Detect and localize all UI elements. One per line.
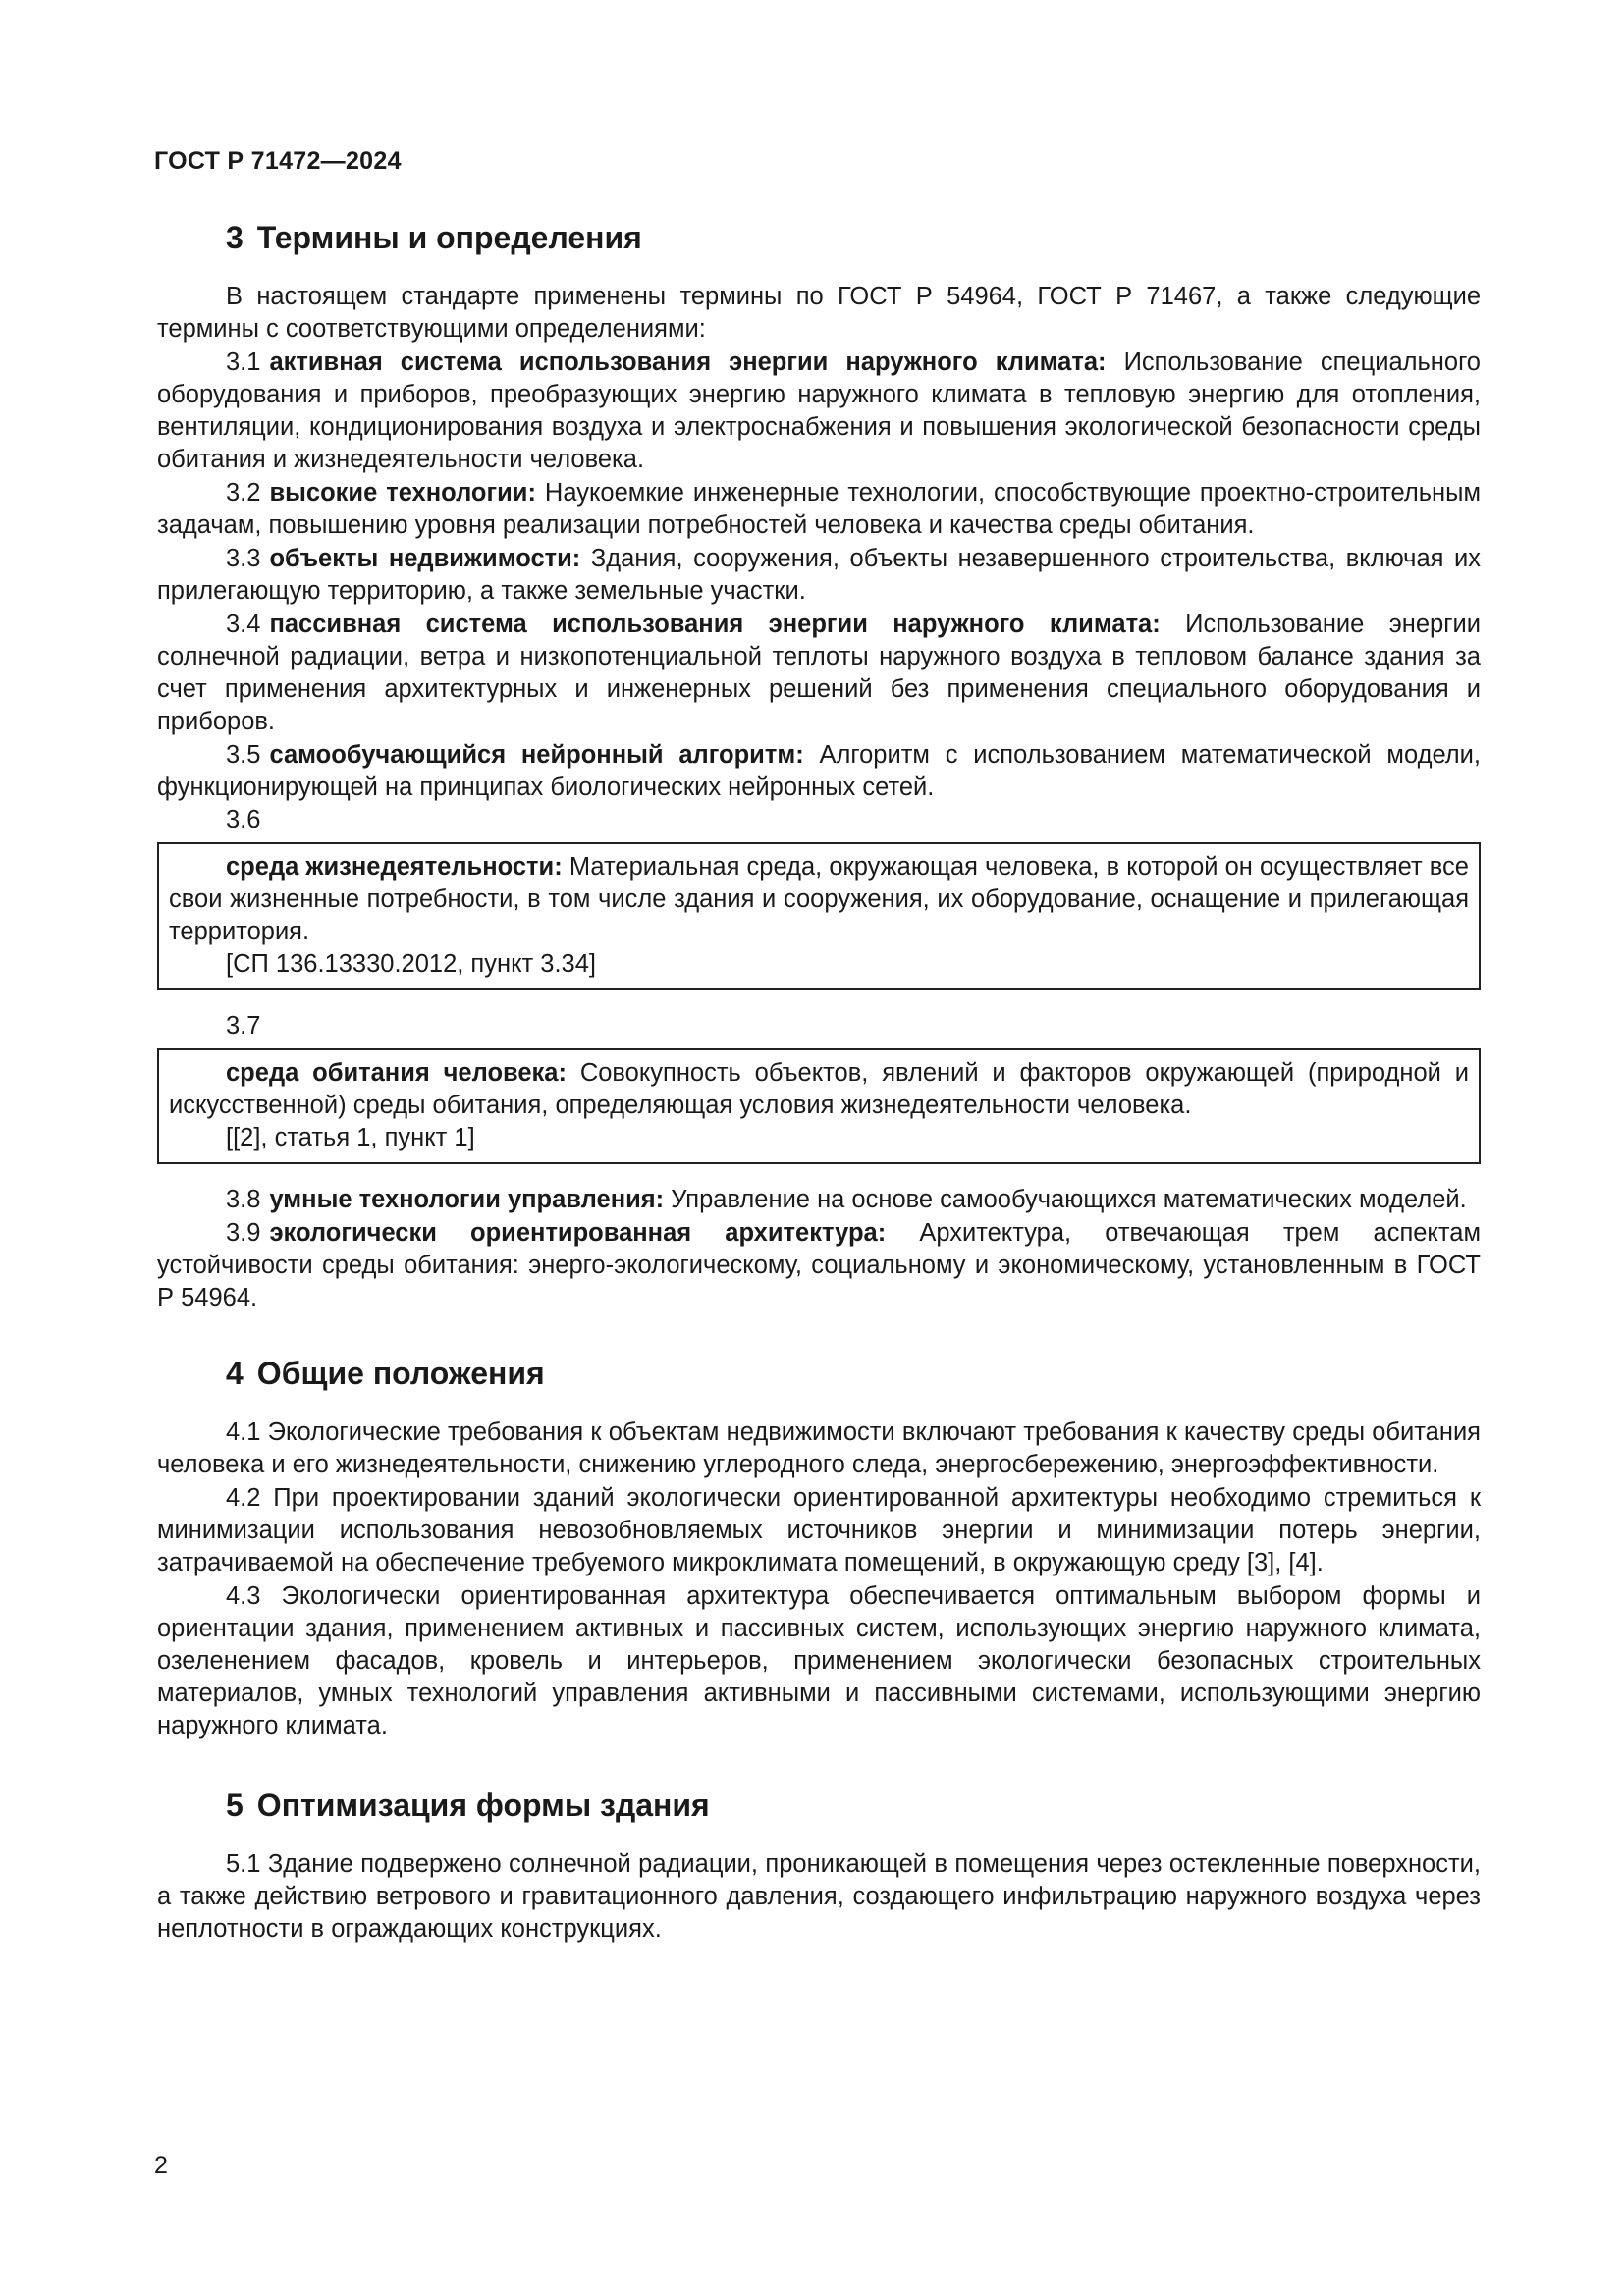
clause-5-1: 5.1 Здание подвержено солнечной радиации, проникающей в помещения через остекленные поверхности, а также действию ветрового и гравитационного давления, создающего инфильтрацию наружного воздуха через неплотности в ограждающих конструкциях. xyxy=(157,1850,1481,1943)
term-number: 3.3 xyxy=(226,545,261,572)
term-definition: Управление на основе самообучающихся математических моделей. xyxy=(671,1186,1467,1213)
term-3-1 xyxy=(157,347,1481,476)
term-3-4 xyxy=(157,609,1481,738)
section-title: Оптимизация формы здания xyxy=(256,1788,710,1823)
term-definition: Наукоемкие инженерные технологии, способствующие проектно-строительным задачам, повышению уровня реализации потребностей человека и качества среды обитания. xyxy=(157,479,1481,539)
document-code: ГОСТ Р 71472—2024 xyxy=(154,147,402,175)
term-3-5 xyxy=(157,739,1481,804)
term-definition: Использование энергии солнечной радиации, ветра и низкопотенциальной теплоты наружного воздуха в тепловом балансе здания за счет применения архитектурных и инженерных решений без применения специального оборудования и приборов. xyxy=(157,611,1481,735)
page-number: 2 xyxy=(154,2152,168,2179)
section-3-heading xyxy=(226,218,1481,257)
term-name: среда обитания человека: xyxy=(226,1059,567,1087)
term-3-3 xyxy=(157,543,1481,608)
term-definition: Архитектура, отвечающая трем аспектам устойчивости среды обитания: энерго-экологическому, социальному и экономическому, установленным в ГОСТ Р 54964. xyxy=(157,1219,1481,1311)
term-name: самообучающийся нейронный алгоритм: xyxy=(269,741,804,769)
term-3-6-number: 3.6 xyxy=(226,806,261,833)
term-number: 3.4 xyxy=(226,611,261,638)
term-definition: Использование специального оборудования и приборов, преобразующих энергию наружного климата в тепловую энергию для отопления, вентиляции, кондиционирования воздуха и электроснабжения и повышения экологической безопасности среды обитания и жизнедеятельности человека. xyxy=(157,348,1481,473)
term-name: высокие технологии: xyxy=(269,479,536,507)
term-name: умные технологии управления: xyxy=(269,1186,665,1213)
term-number: 3.5 xyxy=(226,741,261,769)
term-definition: Совокупность объектов, явлений и факторов окружающей (природной и искусственной) среды обитания, определяющая условия жизнедеятельности человека. xyxy=(169,1059,1469,1119)
page-content xyxy=(157,218,1481,1946)
section-4-heading xyxy=(226,1354,1481,1393)
term-3-2 xyxy=(157,477,1481,542)
section-5-heading xyxy=(226,1786,1481,1825)
term-3-7-box xyxy=(157,1048,1481,1164)
term-number: 3.9 xyxy=(226,1219,261,1247)
term-3-7-number: 3.7 xyxy=(226,1012,261,1040)
term-3-6 xyxy=(169,851,1469,948)
term-name: активная система использования энергии наружного климата: xyxy=(269,348,1107,376)
clause-4-3: 4.3 Экологически ориентированная архитектура обеспечивается оптимальным выбором формы и ориентации здания, применением активных и пассивных систем, использующих энергию наружного климата, озеленением фасадов, кровель и интерьеров, применением экологически безопасных строительных материалов, умных технологий управления активными и пассивными системами, использующими энергию наружного климата. xyxy=(157,1582,1481,1739)
term-name: среда жизнедеятельности: xyxy=(226,853,563,881)
term-source: [[2], статья 1, пункт 1] xyxy=(226,1124,475,1151)
term-name: пассивная система использования энергии наружного климата: xyxy=(269,611,1161,638)
term-3-8 xyxy=(157,1184,1481,1216)
term-name: экологически ориентированная архитектура: xyxy=(269,1219,887,1247)
term-definition: Материальная среда, окружающая человека, в которой он осуществляет все свои жизненные потребности, в том числе здания и сооружения, их оборудование, оснащение и прилегающая территория. xyxy=(169,853,1469,945)
section-title: Общие положения xyxy=(256,1356,545,1391)
term-3-6-box xyxy=(157,842,1481,990)
term-number: 3.8 xyxy=(226,1186,261,1213)
section-3-intro: В настоящем стандарте применены термины по ГОСТ Р 54964, ГОСТ Р 71467, а также следующие термины с соответствующими определениями: xyxy=(157,283,1481,343)
term-3-9 xyxy=(157,1217,1481,1314)
section-title: Термины и определения xyxy=(256,220,642,255)
section-number: 3 xyxy=(226,220,244,255)
term-definition: Алгоритм с использованием математической модели, функционирующей на принципах биологических нейронных сетей. xyxy=(157,741,1481,801)
term-source: [СП 136.13330.2012, пункт 3.34] xyxy=(226,950,596,978)
term-definition: Здания, сооружения, объекты незавершенного строительства, включая их прилегающую территорию, а также земельные участки. xyxy=(157,545,1481,605)
term-number: 3.2 xyxy=(226,479,261,507)
section-number: 5 xyxy=(226,1788,244,1823)
term-number: 3.1 xyxy=(226,348,261,376)
term-3-7 xyxy=(169,1057,1469,1122)
clause-4-2: 4.2 При проектировании зданий экологически ориентированной архитектуры необходимо стремиться к минимизации использования невозобновляемых источников энергии и минимизации потерь энергии, затрачиваемой на обеспечение требуемого микроклимата помещений, в окружающую среду [3], [4]. xyxy=(157,1484,1481,1576)
term-name: объекты недвижимости: xyxy=(269,545,581,572)
section-number: 4 xyxy=(226,1356,244,1391)
clause-4-1: 4.1 Экологические требования к объектам недвижимости включают требования к качеству среды обитания человека и его жизнедеятельности, снижению углеродного следа, энергосбережению, энергоэффективности. xyxy=(157,1418,1481,1478)
